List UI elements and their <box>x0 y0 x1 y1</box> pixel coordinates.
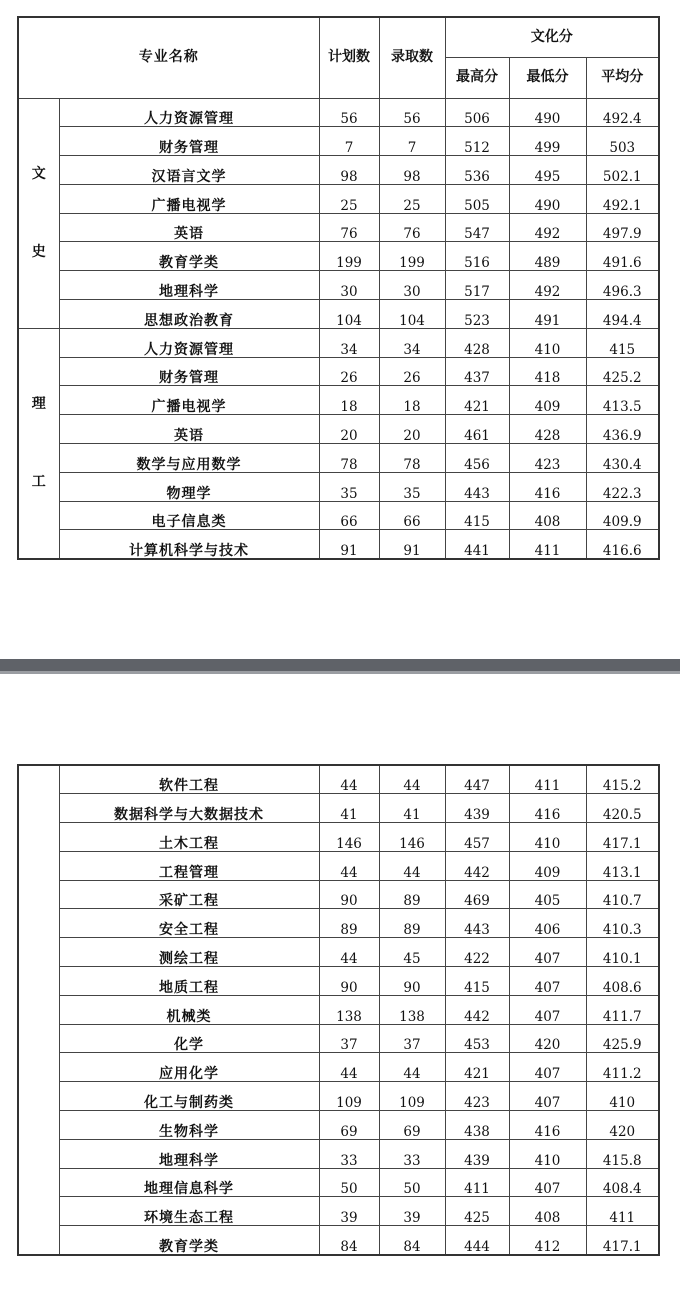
table-row <box>18 1082 659 1111</box>
avg-score-cell: 425.9 <box>586 1024 659 1053</box>
table-row <box>18 851 659 880</box>
admitted-cell: 26 <box>379 357 445 386</box>
table-row <box>18 1197 659 1226</box>
min-score-cell: 423 <box>509 444 586 473</box>
admitted-cell: 84 <box>379 1226 445 1255</box>
admitted-cell: 138 <box>379 995 445 1024</box>
major-name-cell: 人力资源管理 <box>59 328 319 357</box>
min-score-cell: 411 <box>509 530 586 559</box>
max-score-cell: 442 <box>445 995 509 1024</box>
max-score-cell: 517 <box>445 271 509 300</box>
max-score-cell: 523 <box>445 300 509 329</box>
major-name-cell: 化工与制药类 <box>59 1082 319 1111</box>
avg-score-cell: 408.4 <box>586 1168 659 1197</box>
min-score-cell: 491 <box>509 300 586 329</box>
admission-table-page-2 <box>17 764 660 1256</box>
category-wenshi <box>18 98 59 328</box>
major-name-cell: 应用化学 <box>59 1053 319 1082</box>
admitted-cell: 50 <box>379 1168 445 1197</box>
admission-table-page-1 <box>17 16 660 560</box>
avg-score-cell: 502.1 <box>586 156 659 185</box>
table-row <box>18 1111 659 1140</box>
min-score-cell: 492 <box>509 213 586 242</box>
plan-cell: 20 <box>319 415 379 444</box>
max-score-cell: 505 <box>445 184 509 213</box>
min-score-cell: 410 <box>509 1139 586 1168</box>
min-score-cell: 490 <box>509 184 586 213</box>
plan-cell: 44 <box>319 938 379 967</box>
max-score-cell: 442 <box>445 851 509 880</box>
min-score-cell: 407 <box>509 995 586 1024</box>
avg-score-cell: 420 <box>586 1111 659 1140</box>
plan-cell: 98 <box>319 156 379 185</box>
avg-score-cell: 410.7 <box>586 880 659 909</box>
avg-score-cell: 420.5 <box>586 794 659 823</box>
major-name-cell: 教育学类 <box>59 1226 319 1255</box>
plan-cell: 37 <box>319 1024 379 1053</box>
plan-cell: 56 <box>319 98 379 127</box>
plan-cell: 76 <box>319 213 379 242</box>
plan-cell: 7 <box>319 127 379 156</box>
major-name-cell: 地质工程 <box>59 967 319 996</box>
max-score-cell: 439 <box>445 1139 509 1168</box>
table-row <box>18 1053 659 1082</box>
major-name-cell: 土木工程 <box>59 823 319 852</box>
min-score-cell: 407 <box>509 1053 586 1082</box>
page-separator <box>0 659 680 671</box>
admitted-cell: 146 <box>379 823 445 852</box>
plan-cell: 84 <box>319 1226 379 1255</box>
admitted-cell: 34 <box>379 328 445 357</box>
admitted-cell: 89 <box>379 909 445 938</box>
category-char: 理 <box>31 396 46 413</box>
category-char: 文 <box>31 166 46 183</box>
table-row <box>18 386 659 415</box>
admitted-cell: 199 <box>379 242 445 271</box>
min-score-cell: 420 <box>509 1024 586 1053</box>
major-name-cell: 广播电视学 <box>59 386 319 415</box>
avg-score-cell: 410.1 <box>586 938 659 967</box>
header-admitted: 录取数 <box>379 17 445 98</box>
table-row <box>18 1139 659 1168</box>
major-name-cell: 财务管理 <box>59 357 319 386</box>
plan-cell: 69 <box>319 1111 379 1140</box>
admitted-cell: 91 <box>379 530 445 559</box>
table-row <box>18 823 659 852</box>
max-score-cell: 447 <box>445 765 509 794</box>
max-score-cell: 415 <box>445 967 509 996</box>
min-score-cell: 410 <box>509 823 586 852</box>
plan-cell: 44 <box>319 851 379 880</box>
min-score-cell: 407 <box>509 967 586 996</box>
major-name-cell: 软件工程 <box>59 765 319 794</box>
min-score-cell: 407 <box>509 938 586 967</box>
plan-cell: 109 <box>319 1082 379 1111</box>
avg-score-cell: 415 <box>586 328 659 357</box>
avg-score-cell: 496.3 <box>586 271 659 300</box>
admitted-cell: 109 <box>379 1082 445 1111</box>
table-row <box>18 184 659 213</box>
min-score-cell: 408 <box>509 1197 586 1226</box>
min-score-cell: 418 <box>509 357 586 386</box>
table-row <box>18 530 659 559</box>
min-score-cell: 495 <box>509 156 586 185</box>
avg-score-cell: 413.1 <box>586 851 659 880</box>
table-body-1 <box>18 98 659 559</box>
major-name-cell: 环境生态工程 <box>59 1197 319 1226</box>
max-score-cell: 506 <box>445 98 509 127</box>
major-name-cell: 人力资源管理 <box>59 98 319 127</box>
page-separator-shadow <box>0 671 680 674</box>
table-row <box>18 444 659 473</box>
max-score-cell: 512 <box>445 127 509 156</box>
admitted-cell: 45 <box>379 938 445 967</box>
max-score-cell: 457 <box>445 823 509 852</box>
table-row <box>18 98 659 127</box>
major-name-cell: 化学 <box>59 1024 319 1053</box>
major-name-cell: 财务管理 <box>59 127 319 156</box>
table-row <box>18 765 659 794</box>
table-row <box>18 794 659 823</box>
plan-cell: 104 <box>319 300 379 329</box>
avg-score-cell: 491.6 <box>586 242 659 271</box>
max-score-cell: 453 <box>445 1024 509 1053</box>
admitted-cell: 35 <box>379 472 445 501</box>
plan-cell: 18 <box>319 386 379 415</box>
plan-cell: 91 <box>319 530 379 559</box>
max-score-cell: 536 <box>445 156 509 185</box>
plan-cell: 25 <box>319 184 379 213</box>
plan-cell: 66 <box>319 501 379 530</box>
avg-score-cell: 416.6 <box>586 530 659 559</box>
table-row <box>18 242 659 271</box>
major-name-cell: 计算机科学与技术 <box>59 530 319 559</box>
avg-score-cell: 492.4 <box>586 98 659 127</box>
avg-score-cell: 411.2 <box>586 1053 659 1082</box>
admitted-cell: 30 <box>379 271 445 300</box>
table-row <box>18 357 659 386</box>
table-row <box>18 1024 659 1053</box>
avg-score-cell: 415.2 <box>586 765 659 794</box>
max-score-cell: 461 <box>445 415 509 444</box>
table-row <box>18 300 659 329</box>
avg-score-cell: 417.1 <box>586 1226 659 1255</box>
table-row <box>18 213 659 242</box>
plan-cell: 30 <box>319 271 379 300</box>
min-score-cell: 405 <box>509 880 586 909</box>
max-score-cell: 423 <box>445 1082 509 1111</box>
major-name-cell: 生物科学 <box>59 1111 319 1140</box>
major-name-cell: 测绘工程 <box>59 938 319 967</box>
admitted-cell: 69 <box>379 1111 445 1140</box>
avg-score-cell: 411.7 <box>586 995 659 1024</box>
plan-cell: 146 <box>319 823 379 852</box>
max-score-cell: 415 <box>445 501 509 530</box>
major-name-cell: 电子信息类 <box>59 501 319 530</box>
avg-score-cell: 410 <box>586 1082 659 1111</box>
max-score-cell: 443 <box>445 472 509 501</box>
major-name-cell: 数据科学与大数据技术 <box>59 794 319 823</box>
avg-score-cell: 494.4 <box>586 300 659 329</box>
plan-cell: 41 <box>319 794 379 823</box>
table-row <box>18 328 659 357</box>
min-score-cell: 409 <box>509 851 586 880</box>
table-row <box>18 472 659 501</box>
major-name-cell: 思想政治教育 <box>59 300 319 329</box>
major-name-cell: 物理学 <box>59 472 319 501</box>
admitted-cell: 7 <box>379 127 445 156</box>
avg-score-cell: 422.3 <box>586 472 659 501</box>
category-char: 工 <box>31 474 46 491</box>
plan-cell: 33 <box>319 1139 379 1168</box>
admitted-cell: 78 <box>379 444 445 473</box>
min-score-cell: 407 <box>509 1168 586 1197</box>
max-score-cell: 438 <box>445 1111 509 1140</box>
admitted-cell: 90 <box>379 967 445 996</box>
table-row <box>18 415 659 444</box>
admitted-cell: 98 <box>379 156 445 185</box>
major-name-cell: 地理信息科学 <box>59 1168 319 1197</box>
plan-cell: 35 <box>319 472 379 501</box>
plan-cell: 199 <box>319 242 379 271</box>
max-score-cell: 437 <box>445 357 509 386</box>
min-score-cell: 410 <box>509 328 586 357</box>
max-score-cell: 444 <box>445 1226 509 1255</box>
plan-cell: 90 <box>319 967 379 996</box>
admitted-cell: 66 <box>379 501 445 530</box>
admitted-cell: 44 <box>379 765 445 794</box>
major-name-cell: 地理科学 <box>59 1139 319 1168</box>
avg-score-cell: 417.1 <box>586 823 659 852</box>
admitted-cell: 104 <box>379 300 445 329</box>
avg-score-cell: 410.3 <box>586 909 659 938</box>
avg-score-cell: 409.9 <box>586 501 659 530</box>
header-avg: 平均分 <box>586 57 659 98</box>
min-score-cell: 412 <box>509 1226 586 1255</box>
header-max: 最高分 <box>445 57 509 98</box>
major-name-cell: 安全工程 <box>59 909 319 938</box>
max-score-cell: 421 <box>445 386 509 415</box>
max-score-cell: 547 <box>445 213 509 242</box>
avg-score-cell: 492.1 <box>586 184 659 213</box>
avg-score-cell: 408.6 <box>586 967 659 996</box>
min-score-cell: 409 <box>509 386 586 415</box>
min-score-cell: 492 <box>509 271 586 300</box>
max-score-cell: 441 <box>445 530 509 559</box>
admitted-cell: 25 <box>379 184 445 213</box>
min-score-cell: 416 <box>509 472 586 501</box>
admitted-cell: 76 <box>379 213 445 242</box>
admitted-cell: 18 <box>379 386 445 415</box>
min-score-cell: 416 <box>509 1111 586 1140</box>
header-min: 最低分 <box>509 57 586 98</box>
admitted-cell: 33 <box>379 1139 445 1168</box>
major-name-cell: 机械类 <box>59 995 319 1024</box>
major-name-cell: 采矿工程 <box>59 880 319 909</box>
table-row <box>18 967 659 996</box>
min-score-cell: 406 <box>509 909 586 938</box>
plan-cell: 44 <box>319 1053 379 1082</box>
major-name-cell: 数学与应用数学 <box>59 444 319 473</box>
min-score-cell: 408 <box>509 501 586 530</box>
min-score-cell: 407 <box>509 1082 586 1111</box>
table-row <box>18 909 659 938</box>
table-row <box>18 271 659 300</box>
avg-score-cell: 430.4 <box>586 444 659 473</box>
header-plan: 计划数 <box>319 17 379 98</box>
avg-score-cell: 436.9 <box>586 415 659 444</box>
plan-cell: 138 <box>319 995 379 1024</box>
max-score-cell: 469 <box>445 880 509 909</box>
max-score-cell: 428 <box>445 328 509 357</box>
major-name-cell: 英语 <box>59 213 319 242</box>
table-body-2 <box>18 765 659 1255</box>
major-name-cell: 汉语言文学 <box>59 156 319 185</box>
max-score-cell: 421 <box>445 1053 509 1082</box>
major-name-cell: 地理科学 <box>59 271 319 300</box>
category-ligong-continued <box>18 765 59 1255</box>
max-score-cell: 411 <box>445 1168 509 1197</box>
avg-score-cell: 497.9 <box>586 213 659 242</box>
table-row <box>18 880 659 909</box>
max-score-cell: 439 <box>445 794 509 823</box>
table-row <box>18 938 659 967</box>
avg-score-cell: 411 <box>586 1197 659 1226</box>
min-score-cell: 489 <box>509 242 586 271</box>
admitted-cell: 20 <box>379 415 445 444</box>
table-row <box>18 501 659 530</box>
header-major-name: 专业名称 <box>18 17 319 98</box>
max-score-cell: 425 <box>445 1197 509 1226</box>
table-row <box>18 1168 659 1197</box>
avg-score-cell: 425.2 <box>586 357 659 386</box>
table-row <box>18 1226 659 1255</box>
table-row <box>18 156 659 185</box>
min-score-cell: 499 <box>509 127 586 156</box>
table-row <box>18 995 659 1024</box>
plan-cell: 90 <box>319 880 379 909</box>
major-name-cell: 教育学类 <box>59 242 319 271</box>
min-score-cell: 416 <box>509 794 586 823</box>
admitted-cell: 39 <box>379 1197 445 1226</box>
plan-cell: 89 <box>319 909 379 938</box>
category-char: 史 <box>31 244 46 261</box>
min-score-cell: 428 <box>509 415 586 444</box>
min-score-cell: 411 <box>509 765 586 794</box>
plan-cell: 26 <box>319 357 379 386</box>
plan-cell: 50 <box>319 1168 379 1197</box>
max-score-cell: 443 <box>445 909 509 938</box>
max-score-cell: 422 <box>445 938 509 967</box>
max-score-cell: 516 <box>445 242 509 271</box>
category-ligong <box>18 328 59 558</box>
admitted-cell: 44 <box>379 851 445 880</box>
min-score-cell: 490 <box>509 98 586 127</box>
plan-cell: 39 <box>319 1197 379 1226</box>
major-name-cell: 广播电视学 <box>59 184 319 213</box>
avg-score-cell: 503 <box>586 127 659 156</box>
major-name-cell: 英语 <box>59 415 319 444</box>
plan-cell: 78 <box>319 444 379 473</box>
admitted-cell: 56 <box>379 98 445 127</box>
admitted-cell: 89 <box>379 880 445 909</box>
avg-score-cell: 413.5 <box>586 386 659 415</box>
header-culture-score: 文化分 <box>445 17 659 57</box>
admitted-cell: 37 <box>379 1024 445 1053</box>
major-name-cell: 工程管理 <box>59 851 319 880</box>
table-row <box>18 127 659 156</box>
plan-cell: 44 <box>319 765 379 794</box>
admitted-cell: 41 <box>379 794 445 823</box>
admitted-cell: 44 <box>379 1053 445 1082</box>
max-score-cell: 456 <box>445 444 509 473</box>
plan-cell: 34 <box>319 328 379 357</box>
avg-score-cell: 415.8 <box>586 1139 659 1168</box>
